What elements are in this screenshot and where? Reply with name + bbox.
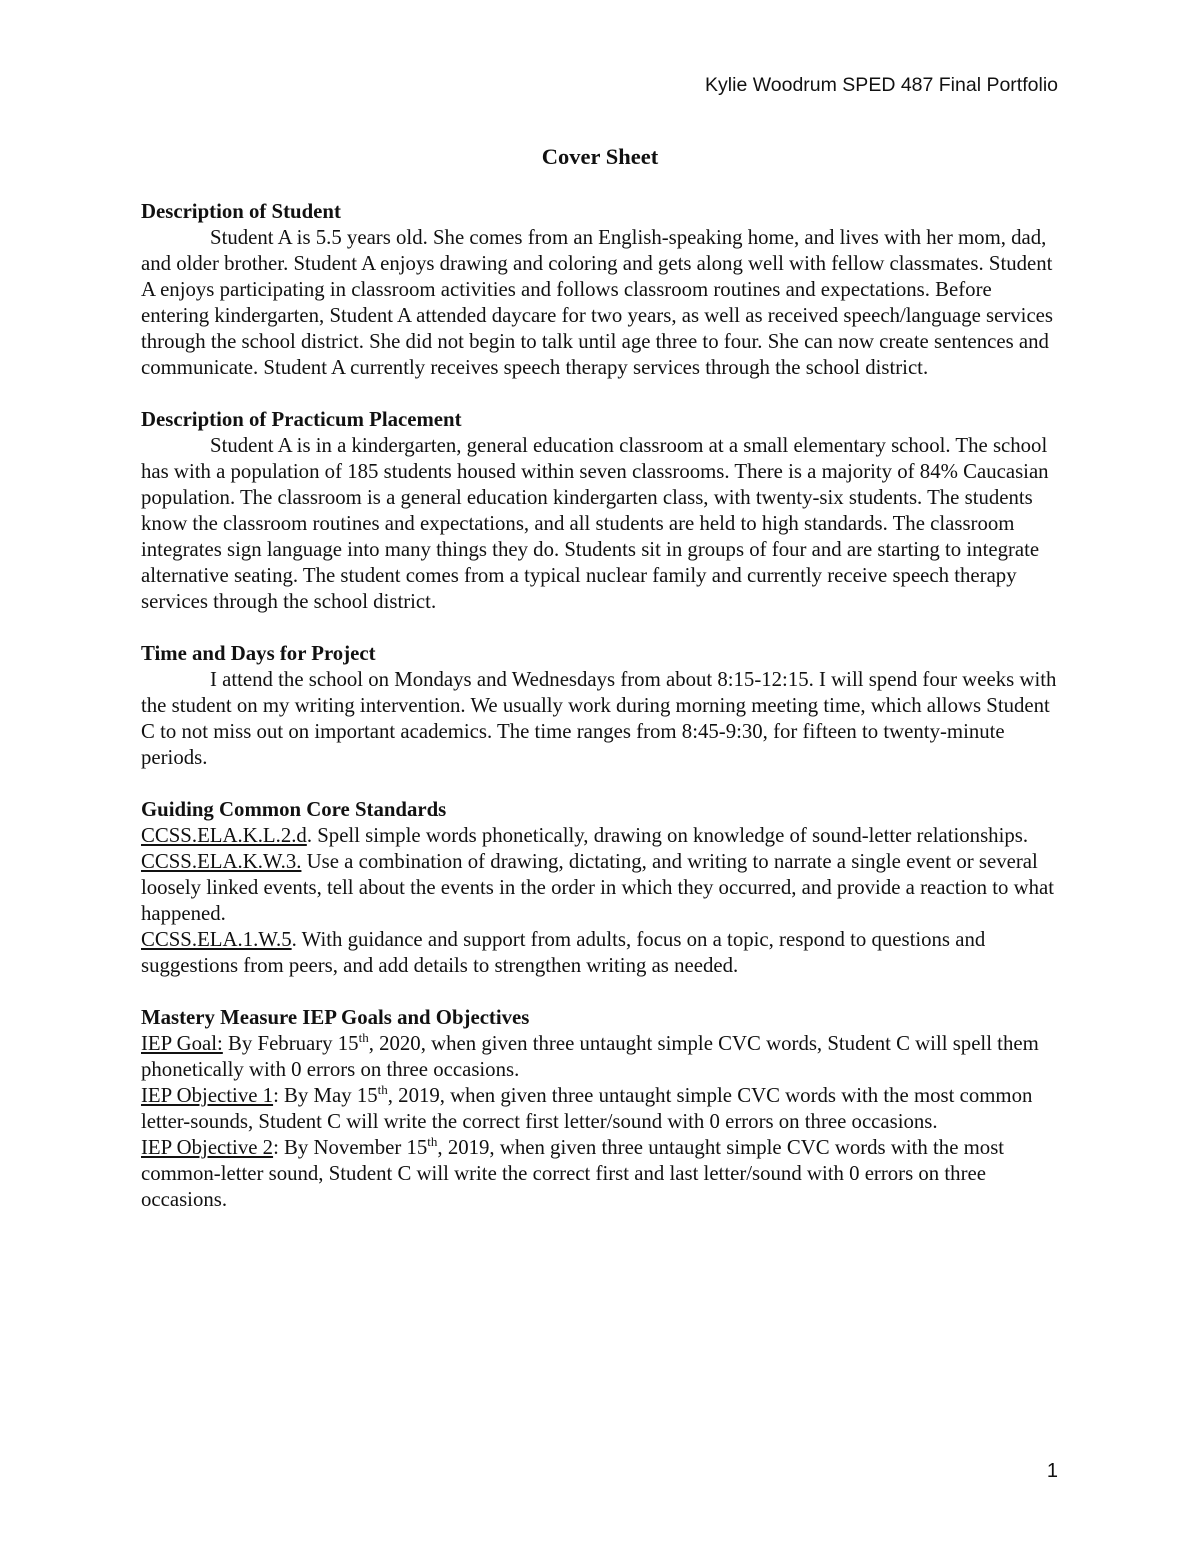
section-heading: Time and Days for Project [141,642,376,665]
page-title: Cover Sheet [541,144,659,169]
section-heading: Guiding Common Core Standards [141,798,447,821]
section-paragraph: Student A is 5.5 years old. She comes from an English-speaking home, and lives with her mom, dad, and older brother. Student A enjoys drawing and coloring and gets along well with fellow classmates. Student A enjoys participating in classroom activities and follows classroom routines and expectations. Before entering kindergarten, Student A attended daycare for two years, as well as received speech/language services through the school district. She did not begin to talk until age three to four. She can now create sentences and communicate. Student A currently receives speech therapy services through the school district. [141,226,1054,379]
iep-text-post: , 2019, when given three untaught simple CVC words with the most common letter-sounds, Student C will write the correct first letter/sound with 0 errors on three occasions. [141,1084,1033,1133]
section-practicum-placement [141,407,1059,615]
iep-label: IEP Goal: [141,1032,223,1055]
page-number: 1 [1046,1460,1058,1482]
standard-code: CCSS.ELA.K.L.2.d [141,824,307,847]
section-description-of-student [141,199,1059,381]
section-paragraph: Student A is in a kindergarten, general education classroom at a small elementary school. The school has with a population of 185 students housed within seven classrooms. There is a majority of 84% Caucasian population. The classroom is a general education kindergarten class, with twenty-six students. The students know the classroom routines and expectations, and all students are held to high standards. The classroom integrates sign language into many things they do. Students sit in groups of four and are starting to integrate alternative seating. The student comes from a typical nuclear family and currently receive speech therapy services through the school district. [141,434,1049,613]
ordinal-suffix: th [358,1030,369,1045]
iep-text-pre: : By May 15 [273,1084,378,1107]
iep-text-pre: By February 15 [222,1032,359,1055]
standard-item [141,927,1059,979]
standard-item [141,823,1059,849]
standard-item [141,849,1059,927]
section-paragraph: I attend the school on Mondays and Wednesdays from about 8:15-12:15. I will spend four weeks with the student on my writing intervention. We usually work during morning meeting time, which allows Student C to not miss out on important academics. The time ranges from 8:45-9:30, for fifteen to twenty-minute periods. [141,668,1057,769]
section-time-and-days [141,641,1059,771]
section-common-core-standards [141,797,1059,979]
document-body [141,142,1059,1239]
section-heading: Mastery Measure IEP Goals and Objectives [141,1006,530,1029]
standard-code: CCSS.ELA.K.W.3. [141,850,302,873]
section-heading: Description of Student [141,200,341,223]
iep-item [141,1083,1059,1135]
iep-label: IEP Objective 1 [141,1084,274,1107]
iep-item [141,1135,1059,1213]
standard-code: CCSS.ELA.1.W.5 [141,928,292,951]
iep-text-pre: : By November 15 [273,1136,428,1159]
standard-text: . With guidance and support from adults, focus on a topic, respond to questions and suggestions from peers, and add details to strengthen writing as needed. [141,928,986,977]
standard-text: . Spell simple words phonetically, drawing on knowledge of sound-letter relationships. [306,824,1029,847]
standard-text: Use a combination of drawing, dictating, and writing to narrate a single event or several loosely linked events, tell about the events in the order in which they occurred, and provide a reaction to what happened. [141,850,1055,925]
section-iep-goals [141,1005,1059,1213]
running-header: Kylie Woodrum SPED 487 Final Portfolio [705,74,1058,96]
ordinal-suffix: th [377,1082,388,1097]
iep-text-post: , 2019, when given three untaught simple CVC words with the most common-letter sound, Student C will write the correct first and last letter/sound with 0 errors on three occasions. [141,1136,1005,1211]
iep-text-post: , 2020, when given three untaught simple CVC words, Student C will spell them phonetically with 0 errors on three occasions. [141,1032,1039,1081]
ordinal-suffix: th [427,1134,438,1149]
iep-item [141,1031,1059,1083]
section-heading: Description of Practicum Placement [141,408,462,431]
iep-label: IEP Objective 2 [141,1136,274,1159]
